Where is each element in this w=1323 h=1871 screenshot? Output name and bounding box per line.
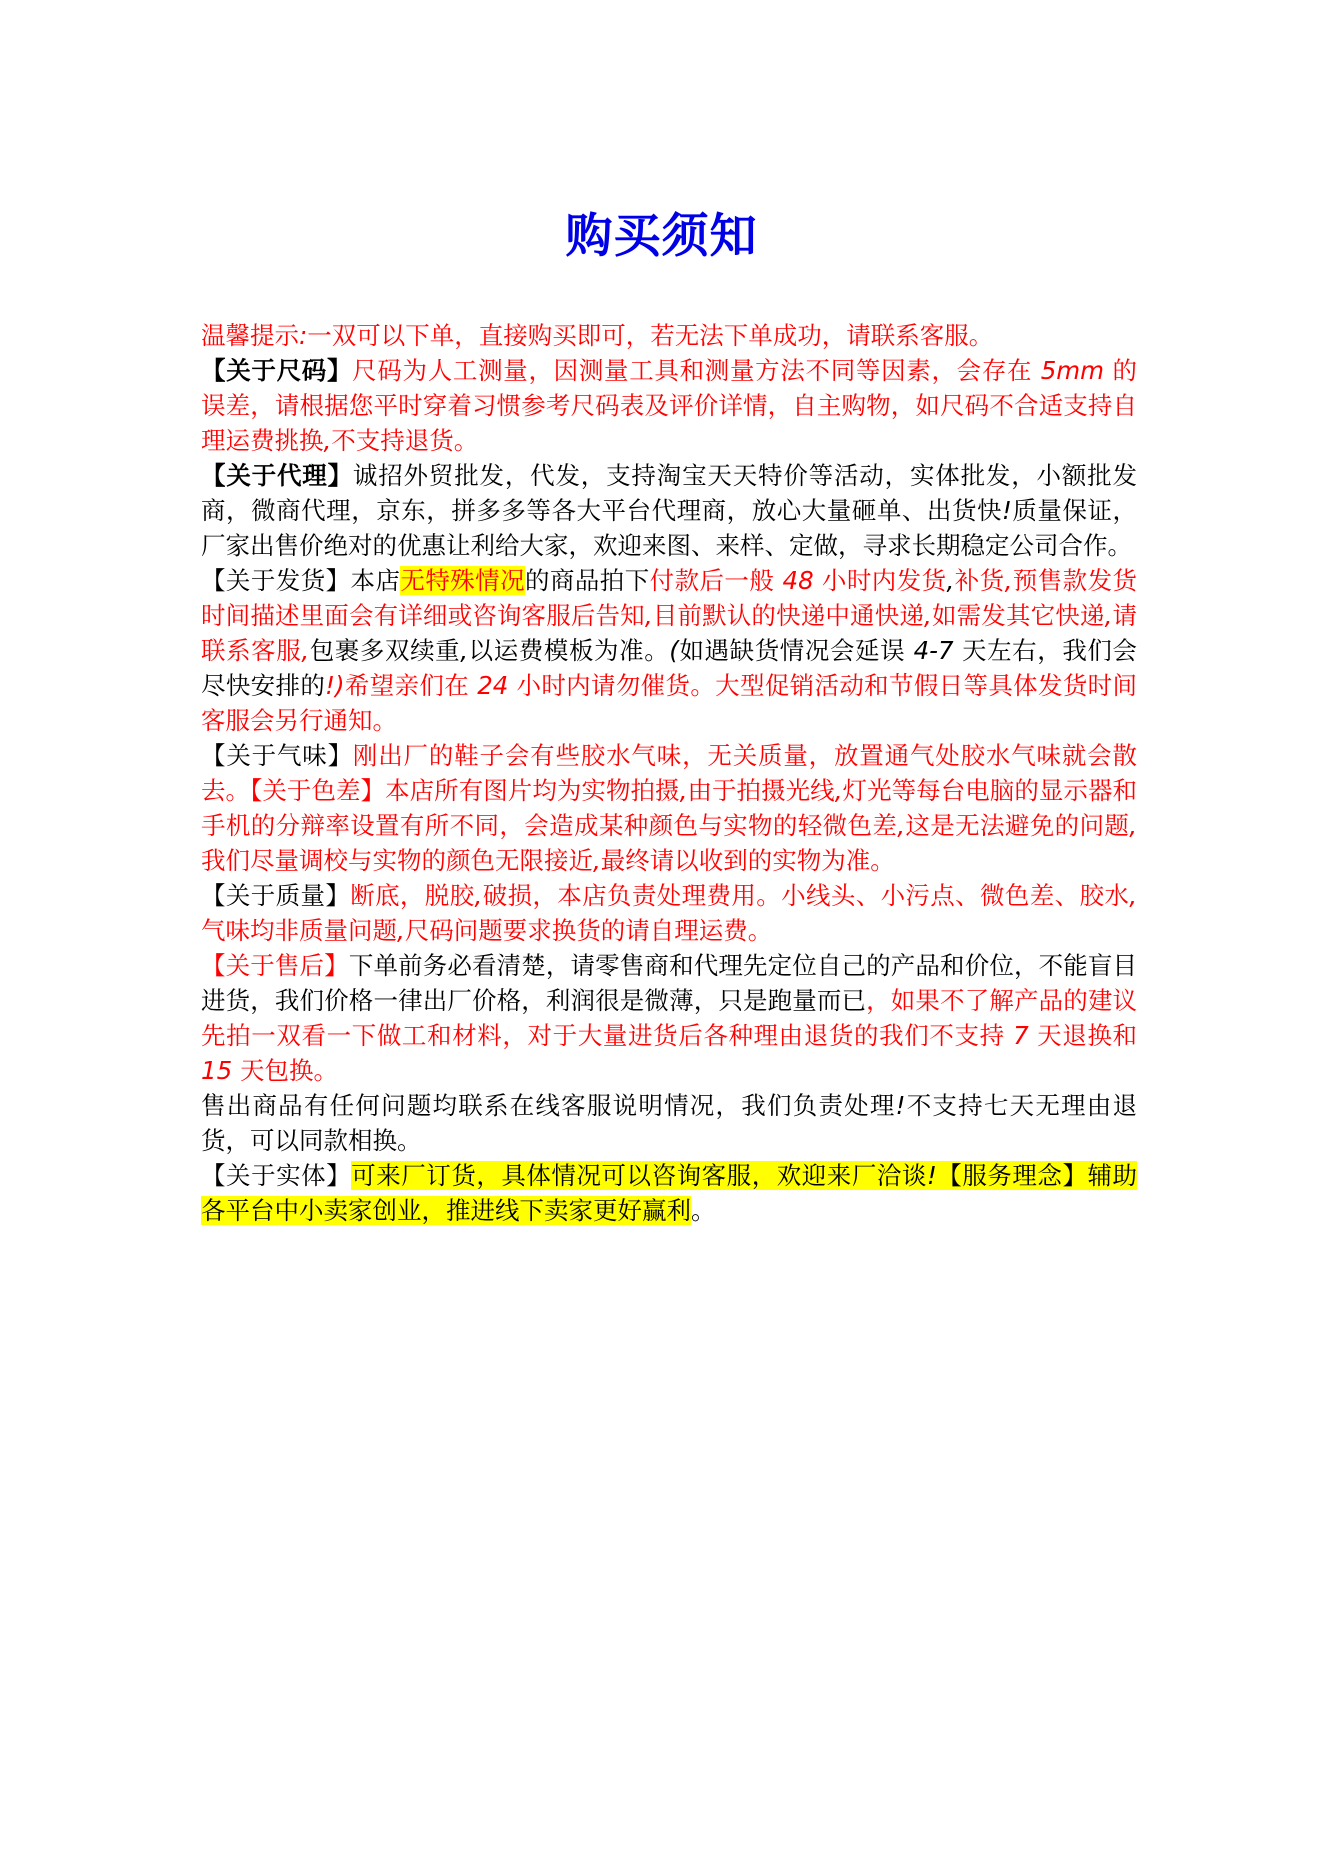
- text-run: :: [299, 321, 308, 350]
- text-run: ,: [323, 426, 332, 455]
- text-run: 刚出厂的鞋子会有些胶水气味，无关质量，放置通气处胶水气味就会散去。【关于色差】本店所有图片均为实物拍摄: [201, 741, 1138, 805]
- agency-paragraph: [201, 458, 1137, 563]
- text-run: 希望亲们在: [344, 671, 478, 700]
- text-run: 。: [691, 1196, 716, 1225]
- text-run: ,: [593, 846, 601, 875]
- text-run: 【关于实体】: [201, 1161, 352, 1190]
- document-body: [201, 318, 1137, 1228]
- text-run: (: [669, 636, 679, 665]
- text-run: 5mm: [1040, 356, 1105, 385]
- text-run: 诚招外贸批发，代发，支持淘宝天天特价等活动，实体批发，小额批发商，微商代理，京东，拼多多等各大平台代理商，放心大量砸单、出货快: [201, 461, 1138, 525]
- text-run: ,: [1129, 811, 1138, 840]
- smell-color-paragraph: [201, 738, 1137, 878]
- text-run: 的商品拍下: [525, 566, 650, 595]
- text-run: ,: [460, 636, 469, 665]
- text-run: 天退换和: [1028, 1021, 1137, 1050]
- text-run: 7: [1013, 1021, 1029, 1050]
- text-run: 这是无法避免的问题: [905, 811, 1130, 840]
- text-run: 的误差，请根据您平时穿着习惯参考尺码表及评价详情，自主购物，如尺码不合适支持自理运费挑换: [201, 356, 1138, 455]
- text-run: 15: [201, 1056, 233, 1085]
- text-run: 付款后一般: [649, 566, 783, 595]
- text-run: 【关于售后】: [201, 951, 349, 980]
- text-run: 4-7: [913, 636, 954, 665]
- warm-tip-paragraph: [201, 318, 1137, 353]
- text-run: 天包换。: [232, 1056, 338, 1085]
- text-run: ,: [897, 811, 906, 840]
- text-run: !): [325, 671, 345, 700]
- text-run: 可来厂订货，具体情况可以咨询客服，欢迎来厂洽谈: [351, 1161, 927, 1190]
- text-run: ，如果不了解产品的建议先拍一双看一下做工和材料，对于大量进货后各种理由退货的我们不支持: [201, 986, 1138, 1050]
- text-run: 下单前务必看清楚，请零售商和代理先定位自己的产品和价位，不能盲目进货，我们价格一律出厂价格，利润很是微薄，只是跑量而已: [201, 951, 1137, 1015]
- text-run: 请联系客服: [201, 601, 1138, 665]
- text-run: ,: [679, 776, 688, 805]
- text-run: ,: [1004, 566, 1013, 595]
- text-run: 尺码为人工测量，因测量工具和测量方法不同等因素，会存在: [352, 356, 1041, 385]
- text-run: 无特殊情况: [400, 566, 526, 595]
- text-run: !: [926, 1161, 937, 1190]
- text-run: 不支持七天无理由退货，可以同款相换。: [201, 1091, 1138, 1155]
- text-run: 断底，脱胶: [350, 881, 475, 910]
- text-run: 天左右，我们会尽快安排的: [201, 636, 1137, 700]
- text-run: 【关于质量】: [201, 881, 351, 910]
- text-run: 我们尽量调校与实物的颜色无限接近: [201, 846, 593, 875]
- text-run: !: [1002, 496, 1012, 525]
- text-run: 如遇缺货情况会延误: [678, 636, 914, 665]
- text-run: 小时内请勿催货。大型促销活动和节假日等具体发货时间客服会另行通知。: [201, 671, 1137, 735]
- text-run: ,: [644, 601, 653, 630]
- text-run: 【关于发货】本店: [201, 566, 401, 595]
- text-run: 48: [782, 566, 814, 595]
- shipping-paragraph: [201, 563, 1137, 738]
- text-run: 灯光等每台电脑的显示器和手机的分辩率设置有所不同，会造成某种颜色与实物的轻微色差: [201, 776, 1138, 840]
- text-run: 【关于代理】: [201, 461, 353, 490]
- text-run: 一双可以下单，直接购买即可，若无法下单成功，请联系客服。: [307, 321, 994, 350]
- text-run: 包裹多双续重: [309, 636, 461, 665]
- text-run: 温馨提示: [201, 321, 299, 350]
- text-run: 预售款发货时间描述里面会有详细或咨询客服后告知: [201, 566, 1138, 630]
- text-run: 【关于气味】: [201, 741, 353, 770]
- after-sales-paragraph: [201, 948, 1137, 1088]
- text-run: 由于拍摄光线: [687, 776, 835, 805]
- problem-paragraph: [201, 1088, 1137, 1158]
- text-run: ,: [301, 636, 310, 665]
- text-run: 以运费模板为准。: [468, 636, 670, 665]
- text-run: ,: [924, 601, 932, 630]
- text-run: ,: [397, 916, 405, 945]
- text-run: ,: [1104, 601, 1113, 630]
- text-run: ,: [834, 776, 843, 805]
- text-run: 不支持退货。: [331, 426, 479, 455]
- size-paragraph: [201, 353, 1137, 458]
- text-run: 如需发其它快递: [931, 601, 1105, 630]
- text-run: 目前默认的快递中通快递: [652, 601, 925, 630]
- text-run: 24: [477, 671, 509, 700]
- text-run: 补货: [954, 566, 1005, 595]
- text-run: 小时内发货: [813, 566, 947, 595]
- quality-paragraph: [201, 878, 1137, 948]
- text-run: ,: [474, 881, 483, 910]
- text-run: !: [895, 1091, 906, 1120]
- text-run: 尺码问题要求换货的请自理运费。: [404, 916, 773, 945]
- entity-paragraph: [201, 1158, 1137, 1228]
- text-run: ,: [946, 566, 955, 595]
- text-run: 质量保证，厂家出售价绝对的优惠让利给大家，欢迎来图、来样、定做，寻求长期稳定公司合作。: [201, 496, 1138, 560]
- text-run: 【服务理念】辅助各平台中小卖家创业，推进线下卖家更好赢利: [201, 1161, 1138, 1225]
- text-run: 售出商品有任何问题均联系在线客服说明情况，我们负责处理: [201, 1091, 896, 1120]
- page-title: 购买须知: [565, 209, 758, 264]
- text-run: ,: [1129, 881, 1138, 910]
- text-run: 破损，本店负责处理费用。小线头、小污点、微色差、胶水: [482, 881, 1130, 910]
- text-run: 气味均非质量问题: [201, 916, 397, 945]
- text-run: 【关于尺码】: [201, 356, 353, 385]
- text-run: 最终请以收到的实物为准。: [600, 846, 895, 875]
